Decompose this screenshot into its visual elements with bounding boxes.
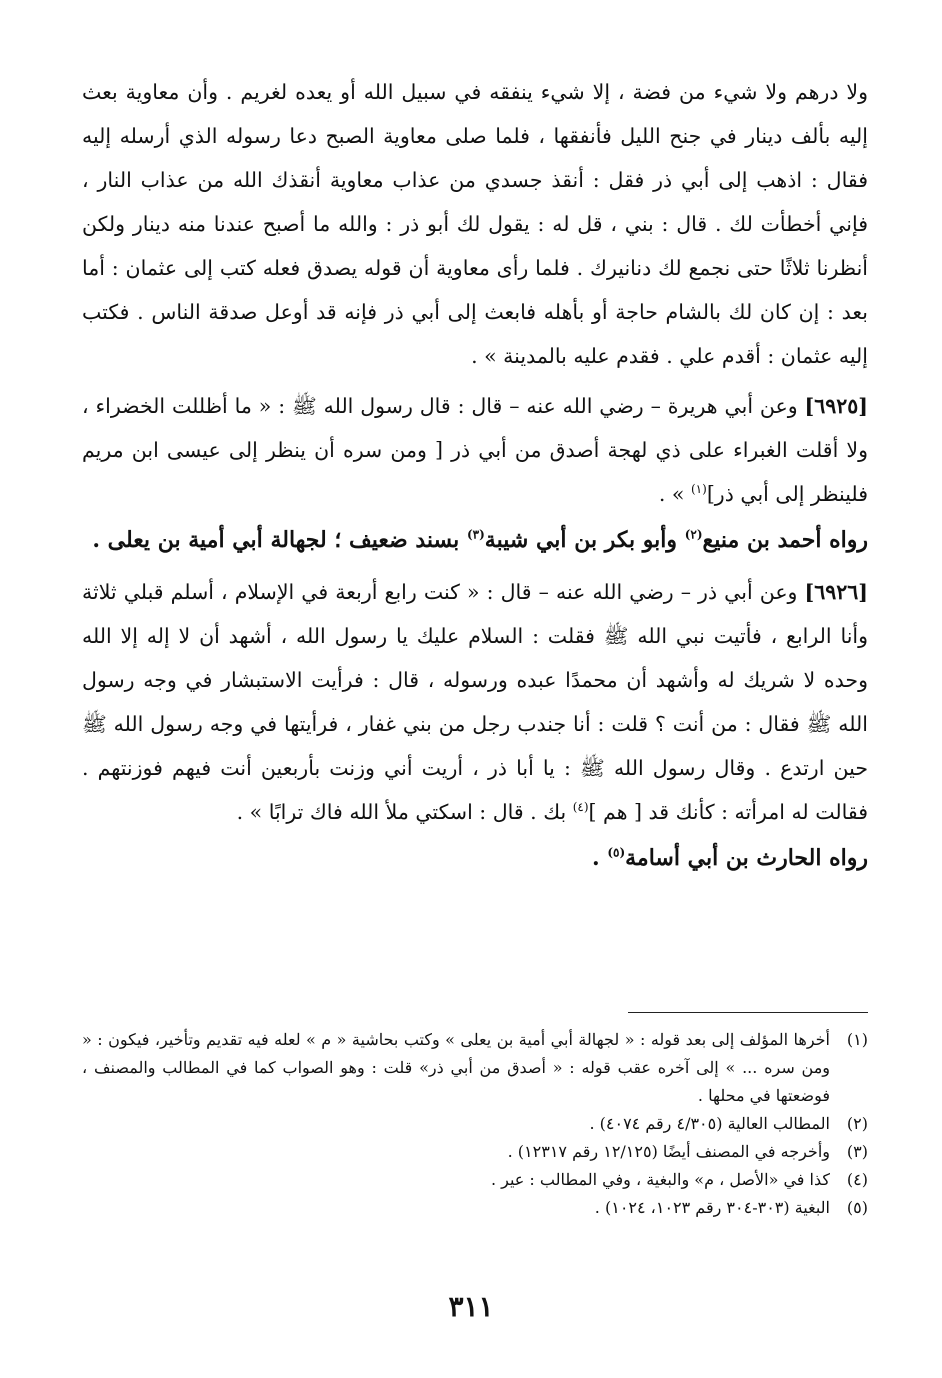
footnote-text: المطالب العالية (٤/٣٠٥ رقم ٤٠٧٤) .: [589, 1114, 830, 1133]
footnote-3: [82, 1138, 868, 1166]
footnote-mark: (٣): [846, 1142, 868, 1161]
source-text: رواه أحمد بن منيع: [702, 527, 868, 553]
footnote-5: [82, 1194, 868, 1222]
hadith-6925-source: [82, 518, 868, 562]
hadith-6926-source: [82, 836, 868, 880]
hadith-text-end: بك . قال : اسكتي ملأ الله فاك ترابًا » .: [236, 800, 573, 824]
footnote-ref: (٢): [684, 527, 703, 542]
footnote-ref: (٥): [607, 845, 626, 860]
footnote-text: كذا في «الأصل ، م» والبغية ، وفي المطالب : عير .: [490, 1170, 830, 1189]
footnote-mark: (٢): [846, 1114, 868, 1133]
hadith-text: وعن أبي هريرة – رضي الله عنه – قال : قال رسول الله ﷺ : « ما أظللت الخضراء ، ولا أقلت الغبراء على ذي لهجة أصدق من أبي ذر [ ومن سره أن ينظر إلى عيسى ابن مريم فلينظر إلى أبي ذر]: [82, 394, 868, 506]
source-text: بسند ضعيف ؛ لجهالة أبي أمية بن يعلى .: [92, 527, 467, 553]
hadith-number: [٦٩٢٥]: [804, 394, 868, 418]
footnote-mark: (١): [846, 1030, 868, 1049]
hadith-6926: [82, 570, 868, 834]
hadith-text: وعن أبي ذر – رضي الله عنه – قال : « كنت رابع أربعة في الإسلام ، أسلم قبلي ثلاثة وأنا الرابع ، فأتيت نبي الله ﷺ فقلت : السلام عليك يا رسول الله ، أشهد أن لا إله إلا الله وحده لا شريك له وأشهد أن محمدًا عبده ورسوله ، قال : فرأيت الاستبشار في وجه رسول الله ﷺ فقال : من أنت ؟ قلت : أنا جندب رجل من بني غفار ، فرأيتها في وجه رسول الله ﷺ حين ارتدع . وقال رسول الله ﷺ : يا أبا ذر ، أريت أني وزنت بأربعين أنت فيهم فوزنتهم . فقالت له امرأته : كأنك قد [ هم ]: [82, 580, 868, 824]
source-text: رواه الحارث بن أبي أسامة: [625, 845, 868, 871]
footnote-ref: (٤): [572, 800, 589, 815]
footnote-4: [82, 1166, 868, 1194]
paragraph-continuation: ولا درهم ولا شيء من فضة ، إلا شيء ينفقه في سبيل الله أو يعده لغريم . وأن معاوية بعث إليه بألف دينار في جنح الليل فأنفقها ، فلما صلى معاوية الصبح دعا رسوله الذي أرسله إليه فقال : اذهب إلى أبي ذر فقل : أنقذ جسدي من عذاب معاوية أنقذك الله من عذاب النار ، فإني أخطأت لك . قال : بني ، قل له : يقول لك أبو ذر : والله ما أصبح عندنا منه دينار ولكن أنظرنا ثلاثًا حتى نجمع لك دنانيرك . فلما رأى معاوية أن قوله يصدق فعله كتب إلى عثمان : أما بعد : إن كان لك بالشام حاجة أو بأهله فابعث إلى أبي ذر فإنه قد أوعل صدقة الناس . فكتب إليه عثمان : أقدم علي . فقدم عليه بالمدينة » .: [82, 80, 868, 368]
footnote-2: [82, 1110, 868, 1138]
source-text: وأبو بكر بن أبي شيبة: [484, 527, 685, 553]
hadith-number: [٦٩٢٦]: [804, 580, 868, 604]
footnote-text: البغية (٣٠٣-٣٠٤ رقم ١٠٢٣، ١٠٢٤) .: [594, 1198, 830, 1217]
footnote-mark: (٤): [846, 1170, 868, 1189]
footnotes: [82, 1026, 868, 1222]
page-number: ٣١١: [448, 1290, 494, 1323]
hadith-text-end: » .: [658, 482, 691, 506]
main-text: [82, 70, 868, 888]
footnote-text: وأخرجه في المصنف أيضًا (١٢/١٢٥ رقم ١٢٣١٧) .: [507, 1142, 830, 1161]
footnote-1: [82, 1026, 868, 1110]
hadith-6925: [82, 384, 868, 516]
footnote-ref: (٣): [466, 527, 485, 542]
footnote-text: أخرها المؤلف إلى بعد قوله : « لجهالة أبي أمية بن يعلى » وكتب بحاشية « م » لعله فيه تقديم وتأخير، فيكون : « ومن سره ... » إلى آخره عقب قوله : « أصدق من أبي ذر» قلت : وهو الصواب كما في المطالب والمصنف ، فوضعتها في محلها .: [82, 1030, 831, 1105]
footnote-mark: (٥): [846, 1198, 868, 1217]
footnote-divider: [628, 1012, 868, 1013]
source-text: .: [591, 845, 608, 871]
footnote-ref: (١): [690, 482, 707, 497]
